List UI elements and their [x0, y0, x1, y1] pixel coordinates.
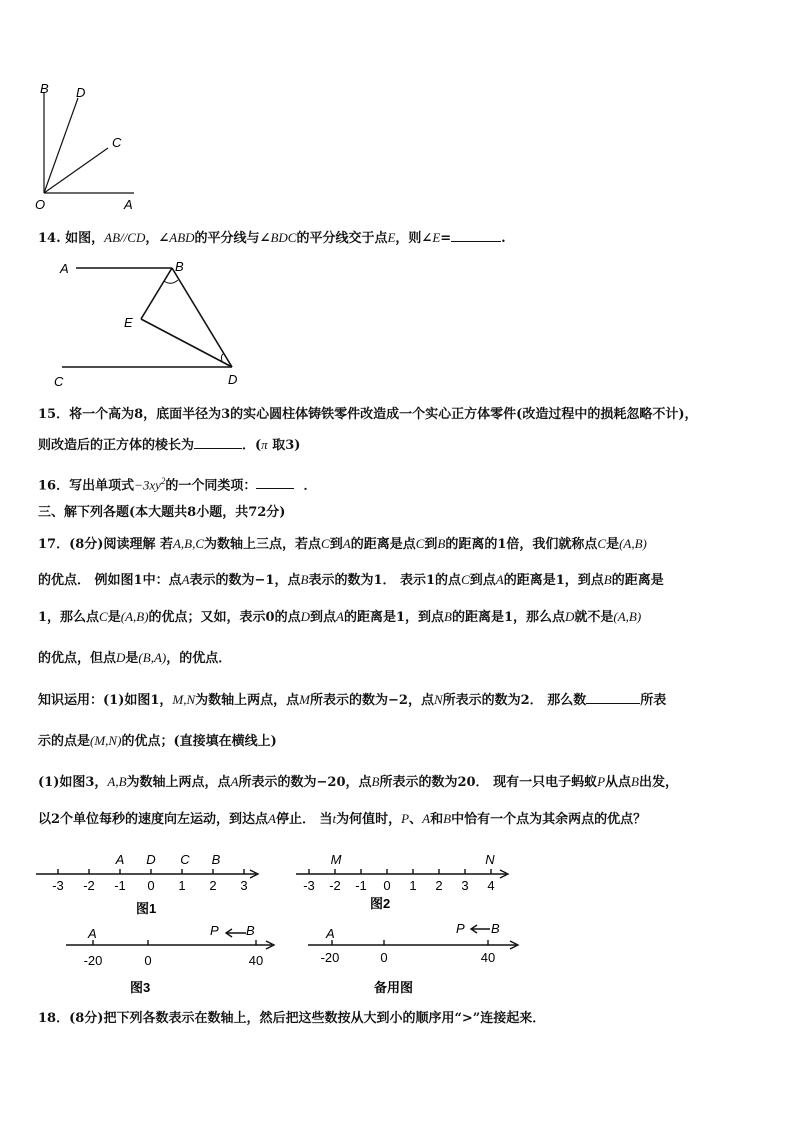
q14-math: E [432, 230, 441, 245]
label-c: C [54, 374, 64, 389]
tick-label: -20 [320, 950, 340, 965]
math-symbol: (B,A) [138, 650, 167, 665]
text-fragment: 表示的数为−1，点 [189, 573, 301, 588]
text-fragment: 的距离的1倍，我们就称点 [445, 537, 598, 552]
q14-math: ABD [169, 230, 195, 245]
q17-part1-line1 [38, 772, 678, 793]
label-a: A [60, 261, 69, 276]
text-fragment: 的距离是1，到点 [503, 573, 604, 588]
text-fragment: 所表 [640, 693, 667, 708]
tick-label: -3 [303, 878, 315, 893]
q17-part1-line2 [38, 809, 646, 830]
text-fragment: 为数轴上两点，点 [126, 775, 231, 790]
math-symbol: (A,B) [613, 609, 642, 624]
point-label-c: C [180, 852, 190, 867]
tick-label: 40 [248, 953, 264, 968]
text-fragment: 是 [125, 651, 139, 666]
math-symbol: A [342, 536, 351, 551]
q16-suffix: 的一个同类项： [165, 478, 257, 494]
q14-prefix: 如图， [65, 231, 105, 246]
text-fragment: 到 [424, 537, 438, 552]
label-e: E [124, 315, 133, 330]
section-heading: 三、解下列各题(本大题共8小题，共72分) [38, 505, 286, 520]
q17-line4 [38, 648, 231, 669]
math-symbol: t [332, 811, 337, 826]
math-symbol: C [321, 536, 330, 551]
point-label-b: B [491, 921, 500, 936]
math-symbol: A [230, 774, 239, 789]
text-fragment: 所表示的数为20． 现有一只电子蚂蚁 [379, 775, 598, 790]
math-symbol: A,B [107, 774, 127, 789]
math-symbol: B [443, 811, 452, 826]
text-fragment: 和 [430, 812, 444, 827]
answer-blank[interactable] [586, 689, 640, 704]
tick-label: -20 [83, 953, 103, 968]
tick-label: 3 [240, 878, 248, 893]
text-fragment: 所表示的数为−20，点 [238, 775, 372, 790]
question-14 [38, 227, 506, 249]
figure-caption: 图2 [370, 896, 391, 911]
tick-label: 2 [209, 878, 217, 893]
math-symbol: P [597, 774, 606, 789]
number-line-figure-1 [32, 848, 272, 918]
point-label-a: A [326, 926, 335, 941]
point-label-a: A [115, 852, 125, 867]
text-fragment: 的优点，但点 [38, 651, 117, 666]
figure-caption: 图1 [136, 901, 157, 916]
text-fragment: 的优点；(直接填在横线上) [121, 734, 277, 749]
q14-text: 的平分线与∠ [194, 231, 271, 246]
point-label-a: A [88, 926, 97, 941]
text-fragment: 17．(8分)阅读理解 若 [38, 537, 173, 552]
text-fragment: 就不是 [574, 610, 614, 625]
point-label-b: B [211, 852, 221, 867]
tick-label: -3 [52, 878, 64, 893]
answer-blank[interactable] [194, 434, 242, 449]
q15-text: 取3) [267, 438, 301, 453]
q15-line1: 15．将一个高为8，底面半径为3的实心圆柱体铸铁零件改造成一个实心正方体零件(改造过程中的损耗忽略不计)， [38, 407, 698, 422]
text-fragment: 表示的数为1． 表示1的点 [308, 573, 462, 588]
text-fragment: 的距离是1，那么点 [451, 610, 565, 625]
q14-number: 14. [38, 231, 61, 246]
math-symbol: B [443, 609, 452, 624]
tick-label: 3 [461, 878, 469, 893]
label-d: D [228, 372, 238, 387]
math-symbol: D [116, 650, 126, 665]
math-symbol: D [300, 609, 310, 624]
label-b: B [40, 81, 49, 96]
math-symbol: C [415, 536, 425, 551]
point-label-p: P [456, 921, 465, 936]
q14-math: E [387, 230, 396, 245]
tick-label: 1 [409, 878, 417, 893]
q16-exponent: 2 [160, 476, 166, 486]
text-fragment: 出发， [639, 775, 679, 790]
number-line-figure-3 [60, 918, 285, 996]
tick-label: -2 [329, 878, 341, 893]
text-fragment: 为何值时， [336, 812, 402, 827]
q17-line3 [38, 607, 641, 628]
label-o: O [35, 197, 46, 212]
label-b: B [175, 259, 184, 274]
question-16 [38, 471, 317, 496]
q15-text: ．( [242, 438, 262, 453]
text-fragment: ，的优点． [166, 651, 232, 666]
math-symbol: (M,N) [90, 733, 122, 748]
math-symbol: A [335, 609, 344, 624]
math-symbol: D [564, 609, 575, 624]
number-line-spare-figure [302, 918, 527, 996]
text-fragment: (1)如图3， [38, 775, 108, 790]
tick-label: 0 [144, 953, 152, 968]
math-symbol: (A,B) [619, 536, 647, 551]
text-fragment: 示的点是 [38, 734, 91, 749]
text-fragment: 所表示的数为−2，点 [310, 693, 434, 708]
text-fragment: 为数轴上三点，若点 [204, 537, 322, 552]
tick-label: 0 [383, 878, 391, 893]
point-label-n: N [485, 852, 495, 867]
text-fragment: 所表示的数为2． 那么数 [442, 693, 587, 708]
text-fragment: 的距离是点 [350, 537, 416, 552]
text-fragment: 以2个单位每秒的速度向左运动，到达点 [38, 812, 269, 827]
q16-monomial: −3xy [134, 477, 161, 493]
text-fragment: 1，那么点 [38, 610, 100, 625]
text-fragment: 的距离是1，到点 [343, 610, 444, 625]
q15-text: 则改造后的正方体的棱长为 [38, 438, 195, 453]
text-fragment: 到 [329, 537, 343, 552]
math-symbol: M [299, 692, 311, 707]
math-symbol: B [437, 536, 446, 551]
text-fragment: 的优点；又如，表示0的点 [148, 610, 301, 625]
question-15-line2 [38, 434, 300, 456]
question-15 [38, 405, 697, 425]
math-symbol: (A,B) [120, 609, 149, 624]
figure-caption: 备用图 [374, 980, 414, 995]
tick-label: 4 [487, 878, 495, 893]
text-fragment: 停止． 当 [276, 812, 333, 827]
math-symbol: B [371, 774, 380, 789]
angle-figure [30, 78, 150, 213]
math-symbol: A [422, 811, 431, 826]
point-label-m: M [330, 852, 342, 867]
text-fragment: 是 [606, 537, 620, 552]
tick-label: -1 [355, 878, 367, 893]
text-fragment: 从点 [605, 775, 632, 790]
q14-text: ，则∠ [395, 231, 433, 246]
tick-label: -2 [83, 878, 95, 893]
tick-label: 0 [380, 950, 388, 965]
parallel-lines-figure [50, 255, 260, 390]
tick-label: 1 [178, 878, 186, 893]
math-symbol: P [401, 811, 410, 826]
answer-blank[interactable] [256, 474, 294, 489]
q14-math: AB//CD [104, 230, 146, 245]
number-line-figure-2 [292, 848, 522, 918]
math-symbol: N [433, 692, 443, 707]
text-fragment: 的距离是 [611, 573, 664, 588]
answer-blank[interactable] [451, 227, 501, 242]
text-fragment: 知识运用：(1)如图1， [38, 693, 173, 708]
q17-line1 [38, 534, 647, 555]
math-symbol: M,N [172, 692, 196, 707]
text-fragment: 的优点． 例如图1中：点 [38, 573, 182, 588]
q17-knowledge-line1 [38, 689, 666, 711]
q14-end: . [501, 231, 506, 246]
q16-end: ． [303, 478, 317, 494]
math-symbol: B [603, 572, 612, 587]
pi-symbol: π [261, 437, 268, 452]
label-a: A [124, 197, 133, 212]
figure-caption: 图3 [130, 980, 151, 995]
q14-text: 的平分线交于点 [296, 231, 388, 246]
tick-label: -1 [114, 878, 126, 893]
question-18: 18．(8分)把下列各数表示在数轴上，然后把这些数按从大到小的顺序用“>”连接起来． [38, 1011, 546, 1026]
tick-label: 0 [147, 878, 155, 893]
tick-label: 40 [480, 950, 496, 965]
label-c: C [112, 135, 122, 150]
q14-text: ，∠ [145, 231, 170, 246]
q14-math: BDC [270, 230, 297, 245]
math-symbol: B [631, 774, 639, 789]
math-symbol: A [268, 811, 276, 826]
text-fragment: 到点 [309, 610, 336, 625]
q17-knowledge-line2 [38, 731, 277, 752]
q17-line2 [38, 570, 664, 591]
math-symbol: A,B,C [172, 536, 205, 551]
q16-prefix: 16．写出单项式 [38, 478, 135, 494]
text-fragment: 、 [409, 812, 423, 827]
text-fragment: 到点 [469, 573, 496, 588]
text-fragment: 是 [107, 610, 121, 625]
tick-label: 2 [435, 878, 443, 893]
point-label-d: D [146, 852, 156, 867]
math-symbol: A [495, 572, 504, 587]
math-symbol: B [300, 572, 309, 587]
text-fragment: 中恰有一个点为其余两点的优点？ [451, 812, 647, 827]
math-symbol: C [597, 536, 607, 551]
label-d: D [76, 85, 86, 100]
q14-text: = [440, 231, 452, 246]
math-symbol: C [461, 572, 470, 587]
point-label-p: P [210, 923, 219, 938]
text-fragment: 为数轴上两点，点 [195, 693, 300, 708]
math-symbol: A [181, 572, 190, 587]
math-symbol: C [99, 609, 108, 624]
point-label-b: B [246, 923, 255, 938]
